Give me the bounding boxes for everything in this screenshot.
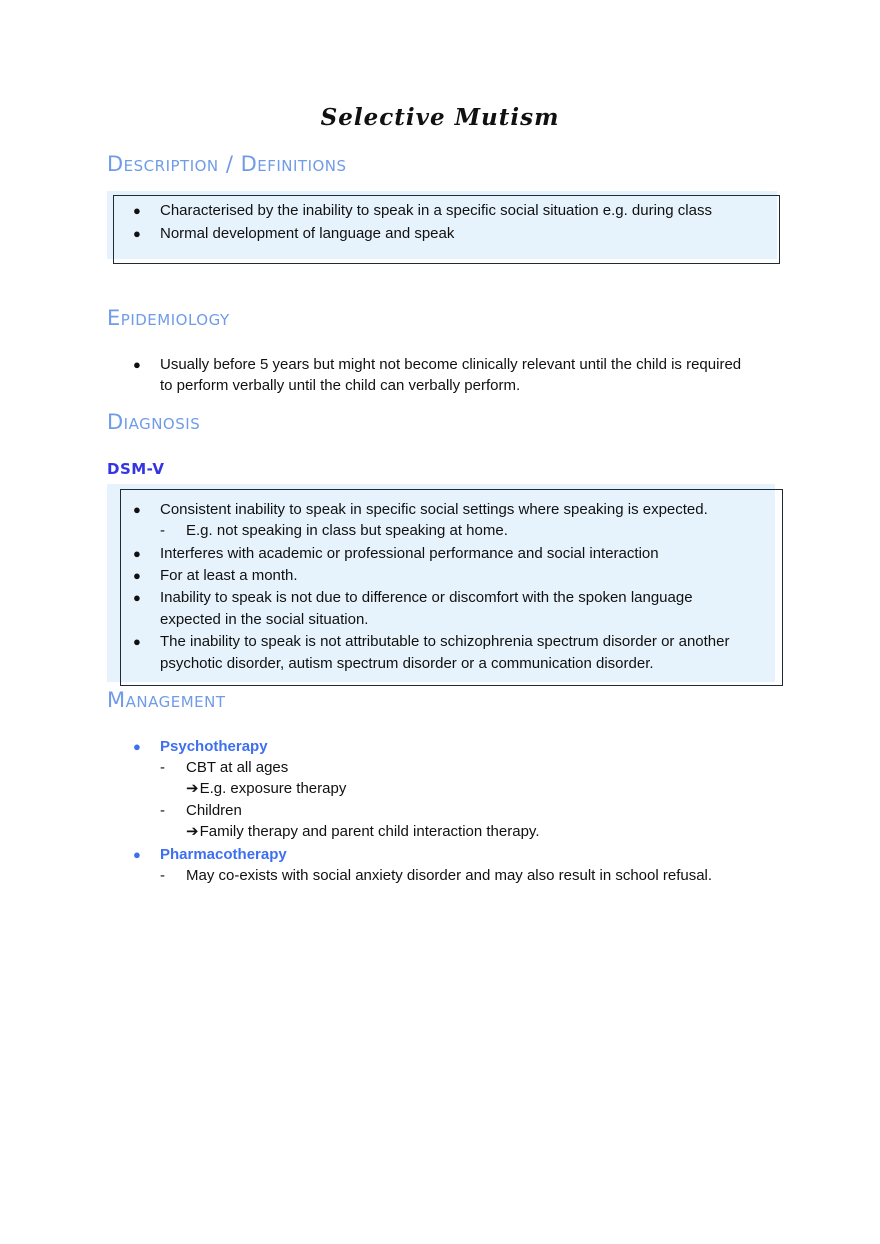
dash-marker: - [160,759,165,776]
management-arrow-item: ➔Family therapy and parent child interaction therapy. [186,823,540,840]
bullet-icon: ● [133,546,141,561]
bullet-icon: ● [133,568,141,583]
bullet-icon: ● [133,847,141,862]
page-title: Selective Mutism [320,104,560,131]
dash-marker: - [160,522,165,539]
management-heading: Management [107,688,226,712]
dsm-subheading: DSM-V [107,460,165,478]
diagnosis-heading: Diagnosis [107,410,201,434]
management-arrow-item: ➔E.g. exposure therapy [186,780,347,797]
dsm-item-continued: psychotic disorder, autism spectrum disorder or a communication disorder. [160,655,654,672]
epidemiology-heading: Epidemiology [107,306,230,330]
arrow-right-icon: ➔ [186,823,199,840]
dash-marker: - [160,802,165,819]
bullet-icon: ● [133,502,141,517]
description-heading: Description / Definitions [107,152,347,176]
bullet-icon: ● [133,357,141,372]
arrow-right-icon: ➔ [186,780,199,797]
dash-marker: - [160,867,165,884]
dsm-item-continued: expected in the social situation. [160,611,369,628]
bullet-icon: ● [133,739,141,754]
bullet-icon: ● [133,203,141,218]
epidemiology-item-continued: to perform verbally until the child can verbally perform. [160,377,521,394]
bullet-icon: ● [133,590,141,605]
bullet-icon: ● [133,226,141,241]
bullet-icon: ● [133,634,141,649]
